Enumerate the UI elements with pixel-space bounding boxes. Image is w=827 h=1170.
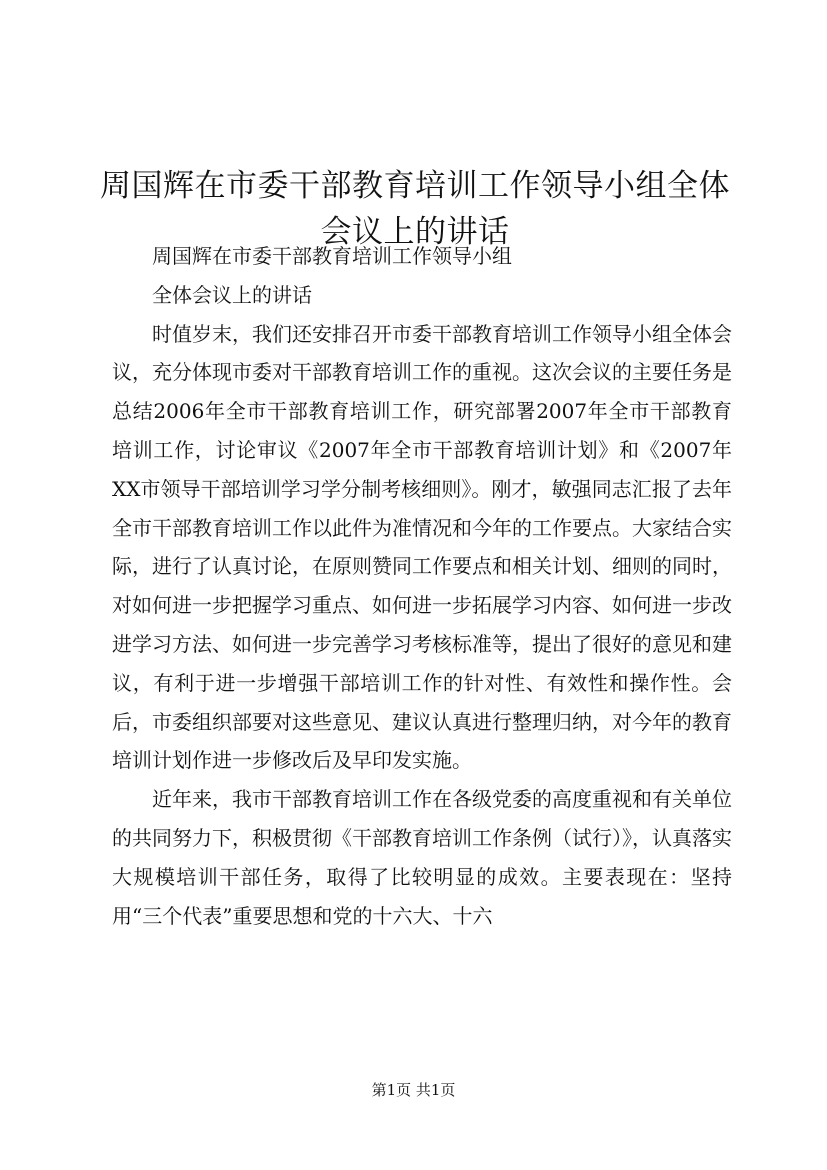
- subtitle-line-2: 全体会议上的讲话: [152, 282, 312, 307]
- body-paragraph: 近年来，我市干部教育培训工作在各级党委的高度重视和有关单位的共同努力下，积极贯彻《干部教育培训工作条例（试行）》，认真落实大规模培训干部任务，取得了比较明显的成效。主要表现在：坚持用“三个代表”重要思想和党的十六大、十六: [112, 787, 732, 928]
- subtitle-line-1: 周国辉在市委干部教育培训工作领导小组: [152, 244, 512, 268]
- document-body: [112, 237, 732, 935]
- body-paragraph: 时值岁末，我们还安排召开市委干部教育培训工作领导小组全体会议，充分体现市委对干部教育培训工作的重视。这次会议的主要任务是总结2006年全市干部教育培训工作，研究部署2007年全市干部教育培训工作，讨论审议《2007年全市干部教育培训计划》和《2007年XX市领导干部培训学习学分制考核细则》。刚才，敏强同志汇报了去年全市干部教育培训工作以此件为准情况和今年的工作要点。大家结合实际，进行了认真讨论，在原则赞同工作要点和相关计划、细则的同时，对如何进一步把握学习重点、如何进一步拓展学习内容、如何进一步改进学习方法、如何进一步完善学习考核标准等，提出了很好的意见和建议，有利于进一步增强干部培训工作的针对性、有效性和操作性。会后，市委组织部要对这些意见、建议认真进行整理归纳，对今年的教育培训计划作进一步修改后及早印发实施。: [112, 321, 732, 773]
- page-footer: 第1页 共1页: [371, 1081, 456, 1099]
- document-title: 周国辉在市委干部教育培训工作领导小组全体会议上的讲话: [100, 167, 730, 250]
